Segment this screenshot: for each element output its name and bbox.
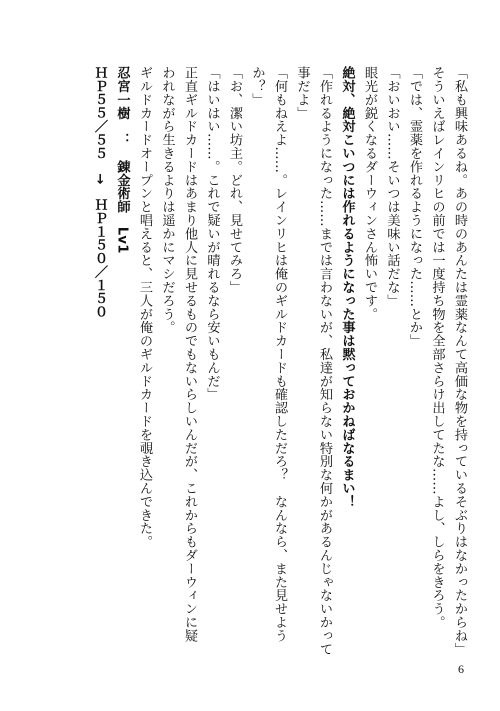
text-line: か？」 xyxy=(249,66,265,107)
vertical-text-body xyxy=(25,66,470,656)
text-line: ギルドカードオープンと唱えると、三人が俺のギルドカードを覗き込んできた。 xyxy=(137,66,152,549)
text-line: 正直ギルドカードはあまり他人に見せるものでもないらしいんだが、これからもダーウィンに疑 xyxy=(182,66,197,643)
text-line: 「はいはい……。これで疑いが晴れるなら安いもんだ」 xyxy=(204,66,220,401)
text-line: そういえばレインリヒの前では一度持ち物を全部さらけ出してたな……よし、しらをきろう。 xyxy=(429,66,445,629)
text-line: 眼光が鋭くなるダーウィンさん怖いです。 xyxy=(362,66,377,321)
text-line: 事だよ」 xyxy=(294,66,310,120)
text-line: 「おいおい……そいつは美味い話だな」 xyxy=(384,66,400,308)
text-line: 「お、潔い坊主。どれ、見せてみろ」 xyxy=(227,66,242,294)
page-number: 6 xyxy=(458,662,464,676)
text-line: 「作れるようになった……までは言わないが、私達が知らない特別な何かがあるんじゃないかって xyxy=(317,66,332,656)
text-line: 「私も興味あるね。あの時のあんたは霊薬なんて高価な物を持っているそぶりはなかったからね」 xyxy=(452,66,467,656)
status-hp-line: ＨＰ５５／５５ → ＨＰ１５０／１５０ xyxy=(92,66,107,319)
status-name-line: 忍宮一樹 ： 錬金術師 Lv1 xyxy=(114,66,130,254)
text-line-bold: 絶対、絶対こいつには作れるようになった事は黙っておかねばなるまい！ xyxy=(339,66,355,509)
text-line: 「では、霊薬を作れるようになった……とか」 xyxy=(407,66,422,348)
text-line: 「何もねえよ……。レインリヒは俺のギルドカードも確認しただろ？ なんなら、また見せよう xyxy=(272,66,287,643)
text-line: われながら生きるよりは遥かにマシだろう。 xyxy=(159,66,175,334)
